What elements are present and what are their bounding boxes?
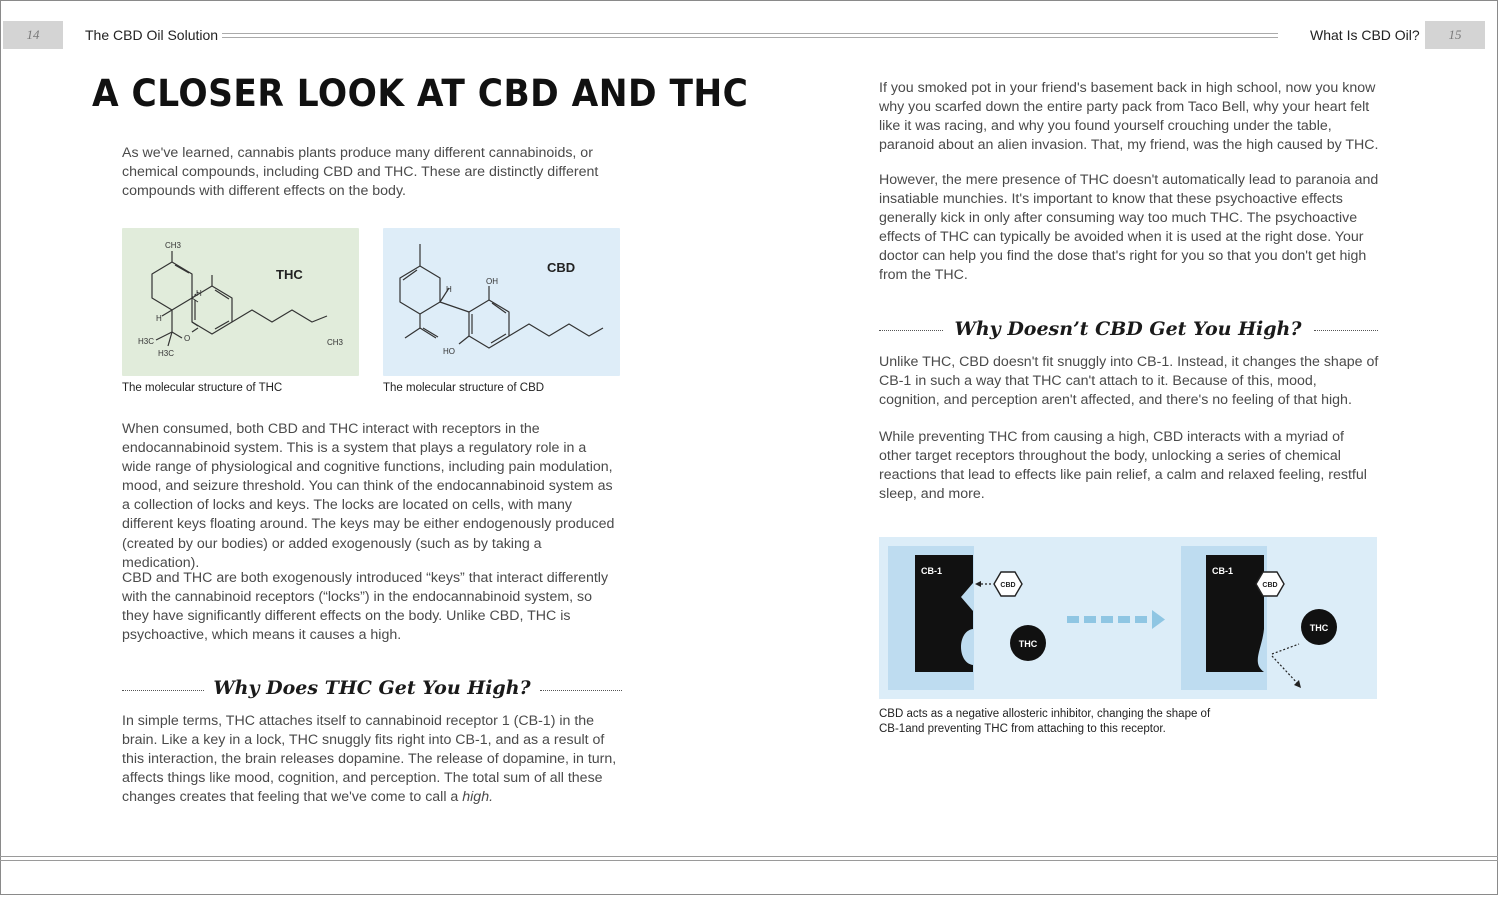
footer-rule	[0, 856, 1498, 861]
subhead2-left-dots	[879, 330, 943, 331]
thc-caption: The molecular structure of THC	[122, 382, 283, 394]
simple-terms-italic: high.	[462, 789, 494, 806]
transition-arrow	[1067, 610, 1165, 629]
cbd-label-before: CBD	[1000, 582, 1016, 589]
thc-atom-ch3-top: CH3	[165, 241, 182, 250]
receptor-diagram	[879, 537, 1377, 699]
simple-terms-text: In simple terms, THC attaches itself to cannabinoid receptor 1 (CB-1) in the brain. Like a key in a lock, THC snuggly fits right into CB-1, and as a result of this interaction, the brain releases dopamine. The release of dopamine, in turn, affects things like mood, cognition, and perception. The total sum of all these changes creates that feeling that we've come to call a	[122, 713, 617, 806]
cbd-atom-h: H	[446, 285, 452, 294]
cbd-attach-arrowhead	[975, 581, 981, 587]
basement-paragraph: If you smoked pot in your friend's basement back in high school, now you know why you scarfed down the entire party pack from Taco Bell, why your heart felt like it was racing, and why you found yourself crouching under the table, paranoid about an alien invasion. That, my friend, was the high caused by THC.	[879, 80, 1379, 154]
keys-paragraph: CBD and THC are both exogenously introduced “keys” that interact differently with the cannabinoid receptors (“locks”) in the endocannabinoid system, so they have significantly different effects on the body. Unlike CBD, THC is psychoactive, which means it causes a high.	[122, 570, 609, 644]
thc-atom-h3c-b: H3C	[158, 349, 175, 358]
preventing-thc-paragraph: While preventing THC from causing a high, CBD interacts with a myriad of other target receptors throughout the body, unlocking a series of chemical reactions that lead to effects like pain relief, a calm and relaxed feeling, restful sleep, and more.	[879, 429, 1367, 503]
thc-atom-o: O	[184, 334, 191, 343]
cb1-label-before: CB-1	[921, 566, 943, 576]
cbd-atom-ho-bottom: HO	[443, 347, 455, 356]
cbd-atom-oh-top: OH	[486, 277, 498, 286]
cb1-label-after: CB-1	[1212, 566, 1234, 576]
thc-deflect-arrow	[1272, 656, 1299, 685]
page-title: A CLOSER LOOK AT CBD AND THC	[92, 72, 749, 115]
intro-paragraph: As we've learned, cannabis plants produce many different cannabinoids, or chemical compounds, including CBD and THC. These are distinctly different compounds with different effects on the body.	[122, 145, 599, 200]
header-rule	[222, 33, 1278, 38]
cbd-molecule-figure	[383, 228, 620, 376]
cbd-caption: The molecular structure of CBD	[383, 382, 545, 394]
receptor-diagram-svg	[879, 537, 1377, 699]
right-page-number: 15	[1425, 21, 1485, 49]
thc-blocked-arrow-up	[1272, 644, 1299, 654]
subhead-right-dots	[540, 690, 622, 691]
subhead2-right-dots	[1314, 330, 1378, 331]
presence-paragraph: However, the mere presence of THC doesn't automatically lead to paranoia and insatiable munchies. It's important to know that these psychoactive effects generally kick in only after consuming way too much THC. The psychoactive effects of THC can typically be avoided when it is used at the right dose. Your doctor can help you find the dose that's right for you so that you don't get high from the THC.	[879, 172, 1379, 284]
thc-structure-diagram	[122, 228, 359, 376]
diagram-caption-line1: CBD acts as a negative allosteric inhibitor, changing the shape of	[879, 708, 1211, 720]
cbd-high-subhead: Why Doesn’t CBD Get You High?	[954, 318, 1302, 340]
receptors-paragraph: When consumed, both CBD and THC interact with receptors in the endocannabinoid system. This is a system that plays a regulatory role in a wide range of physiological and cognitive functions, including pain modulation, mood, and seizure threshold. You can think of the endocannabinoid system as a collection of locks and keys. The locks are located on cells, with many different keys floating around. The keys may be either endogenously produced (created by our bodies) or added exogenously (such as by taking a medication).	[122, 421, 615, 571]
simple-terms-paragraph	[122, 712, 619, 807]
thc-atom-h-left: H	[156, 314, 162, 323]
thc-molecule-figure	[122, 228, 359, 376]
thc-high-subhead: Why Does THC Get You High?	[213, 677, 531, 699]
cbd-label-after: CBD	[1262, 582, 1278, 589]
left-page-number: 14	[3, 21, 63, 49]
cbd-label: CBD	[547, 260, 576, 275]
thc-atom-h3c-a: H3C	[138, 337, 155, 346]
thc-label-before: THC	[1018, 639, 1038, 649]
thc-atom-ch3-tail: CH3	[327, 338, 344, 347]
cbd-structure-diagram	[383, 228, 620, 376]
diagram-caption-line2: CB-1and preventing THC from attaching to this receptor.	[879, 723, 1166, 735]
chapter-title-header: What Is CBD Oil?	[1310, 27, 1420, 43]
unlike-thc-paragraph: Unlike THC, CBD doesn't fit snuggly into CB-1. Instead, it changes the shape of CB-1 in such a way that THC can't attach to it. Because of this, mood, cognition, and perception aren't affected, and there's no feeling of that high.	[879, 354, 1379, 409]
diagram-caption	[879, 707, 1219, 737]
thc-deflect-arrowhead	[1294, 680, 1301, 688]
thc-label-after: THC	[1309, 623, 1329, 633]
thc-atom-h-right: H	[196, 289, 202, 298]
subhead-left-dots	[122, 690, 204, 691]
book-title-header: The CBD Oil Solution	[85, 27, 219, 43]
thc-label: THC	[276, 267, 303, 282]
